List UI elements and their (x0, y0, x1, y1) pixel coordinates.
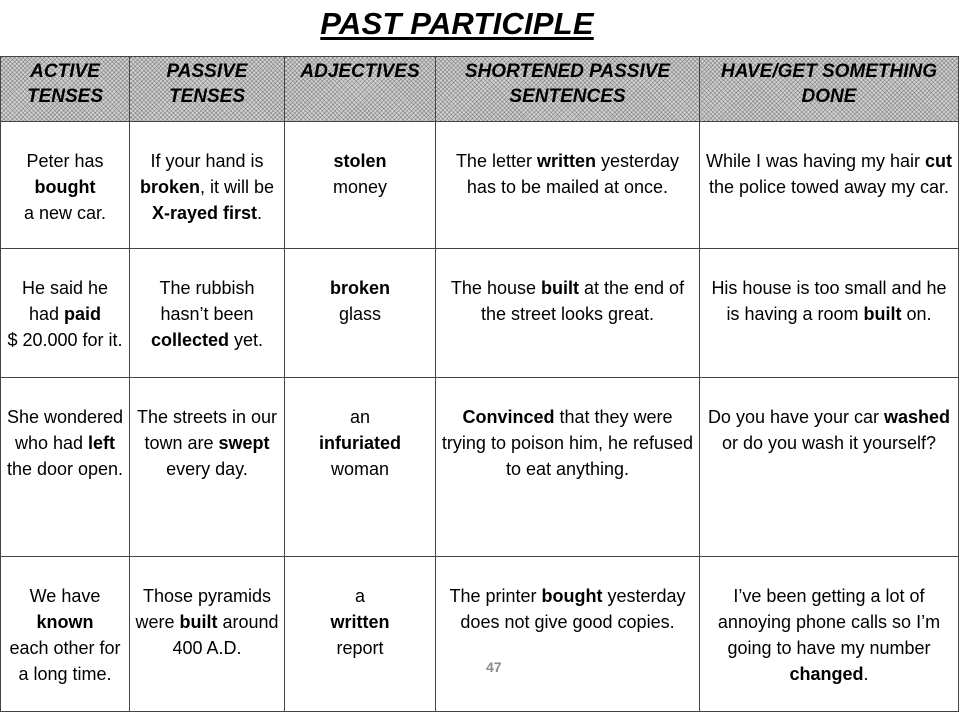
header-active-tenses: ACTIVE TENSES (1, 57, 130, 122)
cell-shortened: Convinced that they were trying to poison him, he refused to eat anything. (436, 378, 700, 557)
cell-adjective: stolen money (285, 122, 436, 249)
cell-passive: Those pyramids were built around 400 A.D. (130, 557, 285, 712)
table-row (1, 557, 959, 712)
cell-active: He said he had paid $ 20.000 for it. (1, 249, 130, 378)
cell-adjective: a written report (285, 557, 436, 712)
cell-have-get: While I was having my hair cut the police towed away my car. (700, 122, 959, 249)
cell-passive: If your hand is broken, it will be X-rayed first. (130, 122, 285, 249)
table-row (1, 378, 959, 557)
cell-adjective: an infuriated woman (285, 378, 436, 557)
cell-have-get: His house is too small and he is having a room built on. (700, 249, 959, 378)
cell-active: We have known each other for a long time. (1, 557, 130, 712)
cell-shortened: The printer bought yesterday does not give good copies. (436, 557, 700, 712)
table-row (1, 249, 959, 378)
cell-passive: The streets in our town are swept every day. (130, 378, 285, 557)
cell-active: Peter has bought a new car. (1, 122, 130, 249)
cell-shortened: The house built at the end of the street looks great. (436, 249, 700, 378)
header-passive-tenses: PASSIVE TENSES (130, 57, 285, 122)
cell-shortened: The letter written yesterday has to be mailed at once. (436, 122, 700, 249)
cell-active: She wondered who had left the door open. (1, 378, 130, 557)
past-participle-table (0, 56, 959, 712)
header-row (1, 57, 959, 122)
page-title: PAST PARTICIPLE (320, 6, 594, 41)
header-have-get: HAVE/GET SOMETHING DONE (700, 57, 959, 122)
header-adjectives: ADJECTIVES (285, 57, 436, 122)
cell-adjective: broken glass (285, 249, 436, 378)
table-row (1, 122, 959, 249)
page-number: 47 (486, 659, 502, 675)
cell-have-get: Do you have your car washed or do you wash it yourself? (700, 378, 959, 557)
cell-have-get: I’ve been getting a lot of annoying phone calls so I’m going to have my number changed. (700, 557, 959, 712)
cell-passive: The rubbish hasn’t been collected yet. (130, 249, 285, 378)
header-shortened-passive: SHORTENED PASSIVE SENTENCES (436, 57, 700, 122)
